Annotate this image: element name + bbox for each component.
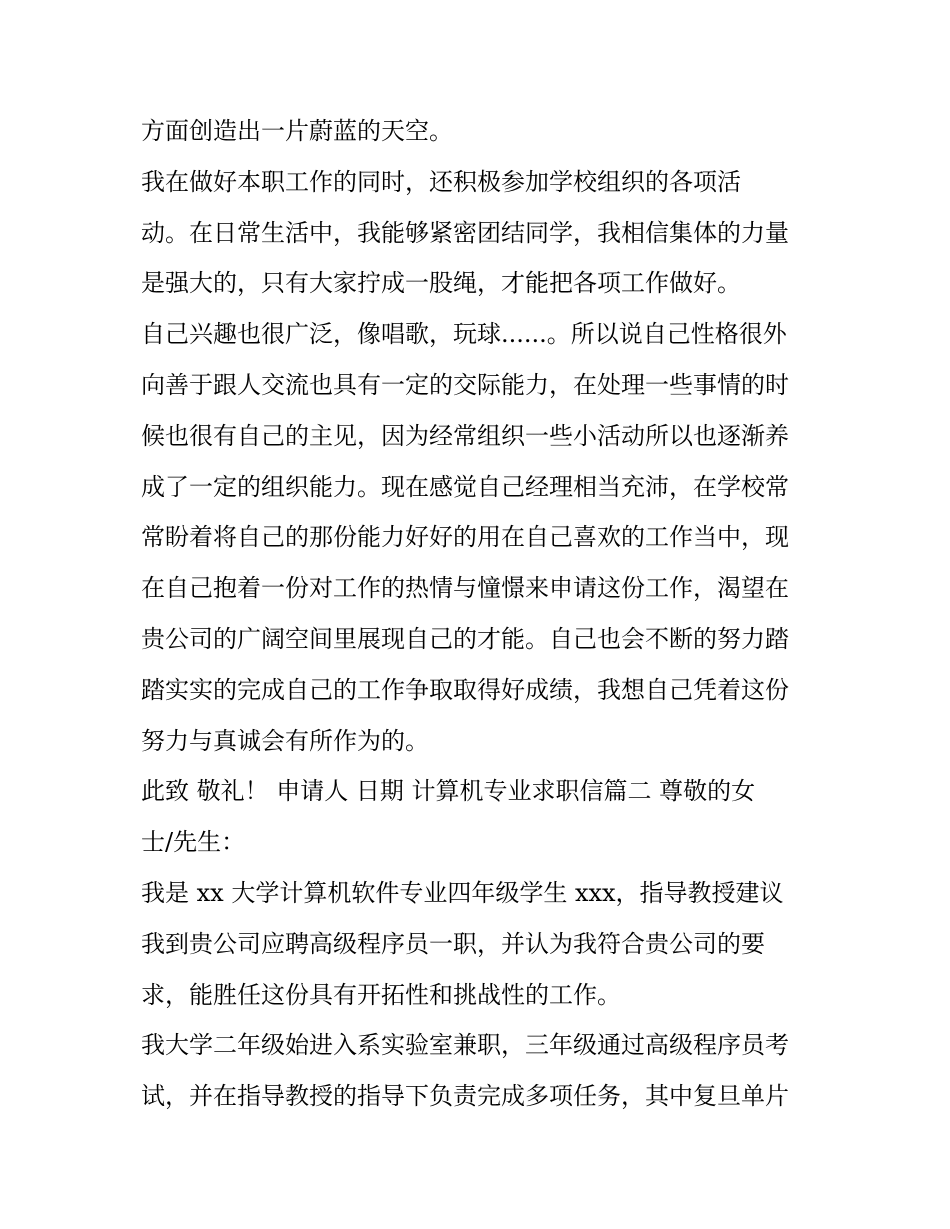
text-line: 我是 xx 大学计算机软件专业四年级学生 xxx，指导教授建议 — [141, 878, 784, 907]
text-line: 成了一定的组织能力。现在感觉自己经理相当充沛，在学校常 — [141, 472, 789, 501]
text-line: 是强大的，只有大家拧成一股绳，才能把各项工作做好。 — [141, 269, 741, 298]
text-line: 求，能胜任这份具有开拓性和挑战性的工作。 — [141, 980, 621, 1009]
text-line: 我大学二年级始进入系实验室兼职，三年级通过高级程序员考 — [141, 1031, 789, 1060]
text-line: 候也很有自己的主见，因为经常组织一些小活动所以也逐渐养 — [141, 421, 789, 450]
document-body — [141, 106, 831, 1122]
text-line: 自己兴趣也很广泛，像唱歌，玩球......。所以说自己性格很外 — [141, 320, 787, 349]
text-line: 踏实实的完成自己的工作争取取得好成绩，我想自己凭着这份 — [141, 675, 789, 704]
text-line: 贵公司的广阔空间里展现自己的才能。自己也会不断的努力踏 — [141, 624, 789, 653]
text-line: 试，并在指导教授的指导下负责完成多项任务，其中复旦单片 — [141, 1082, 789, 1111]
text-line: 向善于跟人交流也具有一定的交际能力，在处理一些事情的时 — [141, 370, 789, 399]
text-line: 士/先生： — [141, 828, 246, 857]
text-line: 方面创造出一片蔚蓝的天空。 — [141, 117, 453, 145]
text-line: 我在做好本职工作的同时，还积极参加学校组织的各项活 — [141, 167, 741, 196]
text-line: 努力与真诚会有所作为的。 — [141, 726, 429, 755]
text-line: 我到贵公司应聘高级程序员一职，并认为我符合贵公司的要 — [141, 929, 765, 958]
text-line: 常盼着将自己的那份能力好好的用在自己喜欢的工作当中，现 — [141, 523, 789, 552]
text-line: 此致 敬礼！ 申请人 日期 计算机专业求职信篇二 尊敬的女 — [141, 777, 756, 806]
text-line: 动。在日常生活中，我能够紧密团结同学，我相信集体的力量 — [141, 218, 789, 247]
text-line: 在自己抱着一份对工作的热情与憧憬来申请这份工作，渴望在 — [141, 574, 789, 603]
